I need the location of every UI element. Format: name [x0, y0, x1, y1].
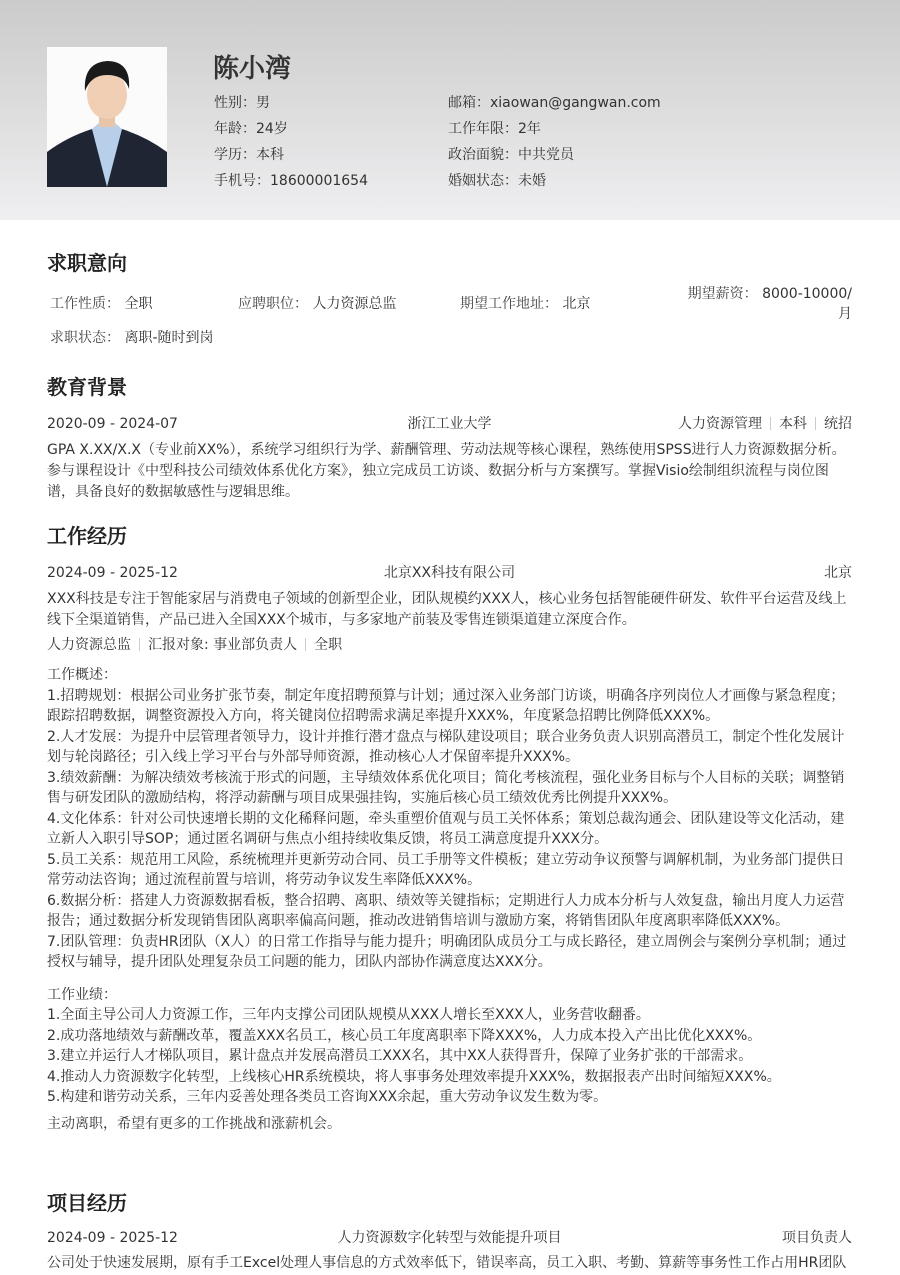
overview-item: 7.团队管理：负责HR团队（X人）的日常工作指导与能力提升；明确团队成员分工与成长路径，建立周例会与案例分享机制；通过授权与辅导，提升团队处理复杂员工问题的能力，团队内部协作满意度达XXX分。 [47, 933, 847, 970]
info-phone: 手机号：18600001654 [214, 173, 368, 189]
section-title-project: 项目经历 [47, 1191, 127, 1215]
work-company: 北京XX科技有限公司 [383, 565, 516, 581]
achievement-item: 5.构建和谐劳动关系，三年内妥善处理各类员工咨询XXX余起，重大劳动争议发生数为零。 [47, 1089, 608, 1105]
work-tags: 人力资源总监 汇报对象: 事业部负责人 全职 [47, 637, 343, 653]
intent-salary: 期望薪资： 8000-10000/月 [687, 286, 852, 322]
work-overview: 工作概述： 1.招聘规划：根据公司业务扩张节奏，制定年度招聘预算与计划；通过深入业务部门访谈，明确各序列岗位人才画像与紧急程度；跟踪招聘数据，调整资源投入方向，将关键岗位招聘需求满足率提升XXX%，年度紧急招聘比例降低XXX%。 2.人才发展：为提升中层管理者领导力，设计并推行潜才盘点与梯队建设项目；联合业务负责人识别高潜员工，制定个性化发展计划与轮岗路径；引入线上学习平台与外部导师资源，推动核心人才保留率提升XXX%。 3.绩效薪酬：为解决绩效考核流于形式的问题，主导绩效体系优化项目；简化考核流程，强化业务目标与个人目标的关联；调整销售与研发团队的激励结构，将浮动薪酬与项目成果强挂钩，实施后核心员工绩效优秀比例提升XXX%。 4.文化体系：针对公司快速增长期的文化稀释问题，牵头重塑价值观与员工关怀体系；策划总裁沟通会、团队建设等文化活动，建立新人入职引导SOP；通过匿名调研与焦点小组持续收集反馈，将员工满意度提升XXX分。 5.员工关系：规范用工风险，系统梳理并更新劳动合同、员工手册等文件模板；建立劳动争议预警与调解机制，为业务部门提供日常劳动法咨询；通过流程前置与培训，将劳动争议发生率降低XXX%。 6.数据分析：搭建人力资源数据看板，整合招聘、离职、绩效等关键指标；定期进行人力成本分析与人效复盘，输出月度人力运营报告；通过数据分析发现销售团队离职率偏高问题，推动改进销售培训与激励方案，将销售团队年度离职率降低XXX%。 7.团队管理：负责HR团队（X人）的日常工作指导与能力提升；明确团队成员分工与成长路径，建立周例会与案例分享机制；通过授权与辅导，提升团队处理复杂员工问题的能力，团队内部协作满意度达XXX分。 [47, 665, 852, 973]
resume-body [47, 246, 852, 1135]
work-city: 北京 [824, 565, 852, 581]
work-date: 2024-09 - 2025-12 [47, 565, 178, 581]
education-date: 2020-09 - 2024-07 [47, 416, 178, 432]
overview-item: 5.员工关系：规范用工风险，系统梳理并更新劳动合同、员工手册等文件模板；建立劳动争议预警与调解机制，为业务部门提供日常劳动法咨询；通过流程前置与培训，将劳动争议发生率降低XXX%。 [47, 851, 845, 888]
achievement-item: 4.推动人力资源数字化转型，上线核心HR系统模块，将人事事务处理效率提升XXX%，数据报表产出时间缩短XXX%。 [47, 1068, 781, 1085]
section-title-work: 工作经历 [47, 524, 127, 548]
info-gender: 性别：男 [214, 95, 270, 111]
info-marital: 婚姻状态：未婚 [448, 173, 546, 189]
work-achievements: 工作业绩： 1.全面主导公司人力资源工作，三年内支撑公司团队规模从XXX人增长至XXX人，业务营收翻番。 2.成功落地绩效与薪酬改革，覆盖XXX名员工，核心员工年度离职率下降XXX%，人力成本投入产出比优化XXX%。 3.建立并运行人才梯队项目，累计盘点并发展高潜员工XXX名，其中XX人获得晋升，保障了业务扩张的干部需求。 4.推动人力资源数字化转型，上线核心HR系统模块，将人事事务处理效率提升XXX%，数据报表产出时间缩短XXX%。 5.构建和谐劳动关系，三年内妥善处理各类员工咨询XXX余起，重大劳动争议发生数为零。 [47, 985, 852, 1108]
overview-item: 1.招聘规划：根据公司业务扩张节奏，制定年度招聘预算与计划；通过深入业务部门访谈，明确各序列岗位人才画像与紧急程度；跟踪招聘数据，调整资源投入方向，将关键岗位招聘需求满足率提升XXX%，年度紧急招聘比例降低XXX%。 [47, 687, 845, 724]
info-political: 政治面貌：中共党员 [448, 147, 574, 163]
education-row [47, 414, 852, 434]
overview-item: 2.人才发展：为提升中层管理者领导力，设计并推行潜才盘点与梯队建设项目；联合业务负责人识别高潜员工，制定个性化发展计划与轮岗路径；引入线上学习平台与外部导师资源，推动核心人才保留率提升XXX%。 [47, 728, 845, 765]
leave-reason: 主动离职，希望有更多的工作挑战和涨薪机会。 [47, 1115, 341, 1132]
project-name: 人力资源数字化转型与效能提升项目 [337, 1230, 562, 1246]
candidate-name: 陈小湾 [213, 54, 292, 84]
info-education: 学历：本科 [214, 147, 284, 163]
resume-header [0, 0, 900, 220]
info-work-years: 工作年限：2年 [448, 121, 541, 137]
project-section [47, 1186, 852, 1273]
education-meta: 人力资源管理 本科 统招 [678, 416, 852, 432]
achievement-item: 2.成功落地绩效与薪酬改革，覆盖XXX名员工，核心员工年度离职率下降XXX%，人力成本投入产出比优化XXX%。 [47, 1027, 762, 1044]
company-intro: XXX科技是专注于智能家居与消费电子领域的创新型企业，团队规模约XXX人，核心业务包括智能硬件研发、软件平台运营及线上线下全渠道销售，产品已进入全国XXX个城市，与多家地产前装及零售连锁渠道建立深度合作。 [47, 591, 847, 628]
achievement-item: 3.建立并运行人才梯队项目，累计盘点并发展高潜员工XXX名，其中XX人获得晋升，保障了业务扩张的干部需求。 [47, 1048, 753, 1064]
project-description: 公司处于快速发展期，原有手工Excel处理人事信息的方式效率低下，错误率高，员工入职、考勤、算薪等事务性工作占用HR团队 [47, 1255, 847, 1271]
intent-position: 应聘职位： 人力资源总监 [238, 296, 397, 312]
overview-item: 3.绩效薪酬：为解决绩效考核流于形式的问题，主导绩效体系优化项目；简化考核流程，强化业务目标与个人目标的关联；调整销售与研发团队的激励结构，将浮动薪酬与项目成果强挂钩，实施后核心员工绩效优秀比例提升XXX%。 [47, 769, 845, 806]
intent-work-type: 工作性质： 全职 [50, 296, 153, 312]
section-title-intent: 求职意向 [47, 251, 127, 275]
work-row [47, 563, 852, 583]
info-email: 邮箱：xiaowan@gangwan.com [448, 95, 661, 111]
section-title-education: 教育背景 [47, 375, 127, 399]
achievement-item: 1.全面主导公司人力资源工作，三年内支撑公司团队规模从XXX人增长至XXX人，业务营收翻番。 [47, 1007, 650, 1023]
project-date: 2024-09 - 2025-12 [47, 1230, 178, 1246]
project-role: 项目负责人 [782, 1230, 852, 1246]
overview-item: 4.文化体系：针对公司快速增长期的文化稀释问题，牵头重塑价值观与员工关怀体系；策划总裁沟通会、团队建设等文化活动，建立新人入职引导SOP；通过匿名调研与焦点小组持续收集反馈，将员工满意度提升XXX分。 [47, 810, 845, 847]
intent-row [47, 286, 852, 320]
education-school: 浙江工业大学 [407, 416, 492, 432]
intent-location: 期望工作地址： 北京 [460, 296, 591, 312]
info-age: 年龄：24岁 [214, 121, 288, 137]
education-description: GPA X.XX/X.X（专业前XX%），系统学习组织行为学、薪酬管理、劳动法规等核心课程，熟练使用SPSS进行人力资源数据分析。参与课程设计《中型科技公司绩效体系优化方案》，独立完成员工访谈、数据分析与方案撰写。掌握Visio绘制组织流程与岗位图谱，具备良好的数据敏感性与逻辑思维。 [47, 442, 846, 500]
intent-status: 求职状态： 离职-随时到岗 [50, 330, 214, 346]
overview-item: 6.数据分析：搭建人力资源数据看板，整合招聘、离职、绩效等关键指标；定期进行人力成本分析与人效复盘，输出月度人力运营报告；通过数据分析发现销售团队离职率偏高问题，推动改进销售培训与激励方案，将销售团队年度离职率降低XXX%。 [47, 892, 845, 929]
portrait-photo [47, 47, 167, 187]
project-row [47, 1228, 852, 1248]
